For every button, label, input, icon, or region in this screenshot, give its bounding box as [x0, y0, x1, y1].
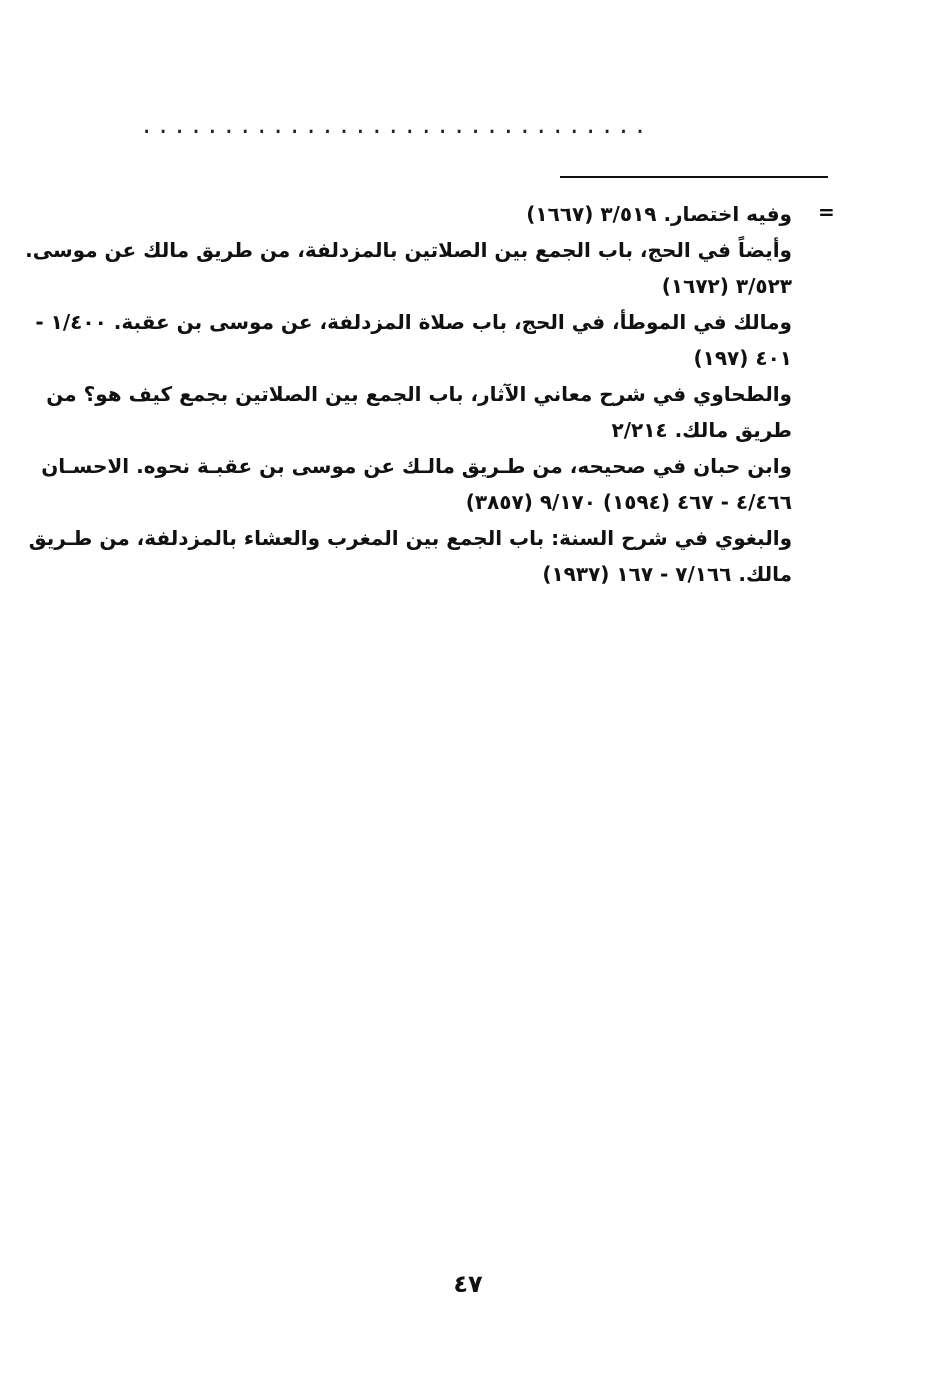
footnote-entry	[46, 376, 792, 448]
footnote-entry	[25, 232, 792, 304]
continuation-mark: =	[818, 200, 835, 224]
footnote-line: وأيضاً في الحج، باب الجمع بين الصلاتين بالمزدلفة، من طريق مالك عن موسى.	[25, 238, 792, 262]
footnote-entry	[41, 448, 792, 520]
separator-dots: ...............................	[140, 116, 650, 138]
page-number: ٤٧	[453, 1270, 483, 1298]
footnote-line: وابن حبان في صحيحه، من طـريق مالـك عن موسى بن عقبـة نحوه. الاحسـان	[41, 454, 792, 478]
footnote-line: طريق مالك. ٢/٢١٤	[611, 418, 792, 442]
footnote-line: والبغوي في شرح السنة: باب الجمع بين المغرب والعشاء بالمزدلفة، من طـريق	[28, 526, 792, 550]
footnotes	[25, 196, 792, 592]
footnote-line: ومالك في الموطأ، في الحج، باب صلاة المزدلفة، عن موسى بن عقبة. ١/٤٠٠ -	[35, 310, 792, 334]
footnote-line: والطحاوي في شرح معاني الآثار، باب الجمع بين الصلاتين بجمع كيف هو؟ من	[46, 382, 792, 406]
footnote-line: ٤٠١ (١٩٧)	[693, 346, 792, 370]
footnote-line: مالك. ٧/١٦٦ - ١٦٧ (١٩٣٧)	[542, 562, 792, 586]
footnote-entry	[28, 520, 792, 592]
footnote-line: ٣/٥٢٣ (١٦٧٢)	[661, 274, 792, 298]
footnote-entry	[138, 196, 792, 232]
footnote-rule	[560, 176, 828, 178]
footnote-line: وفيه اختصار. ٣/٥١٩ (١٦٦٧)	[526, 202, 792, 226]
footnote-line: ٤/٤٦٦ - ٤٦٧ (١٥٩٤) ٩/١٧٠ (٣٨٥٧)	[465, 490, 792, 514]
footnote-entry	[35, 304, 792, 376]
